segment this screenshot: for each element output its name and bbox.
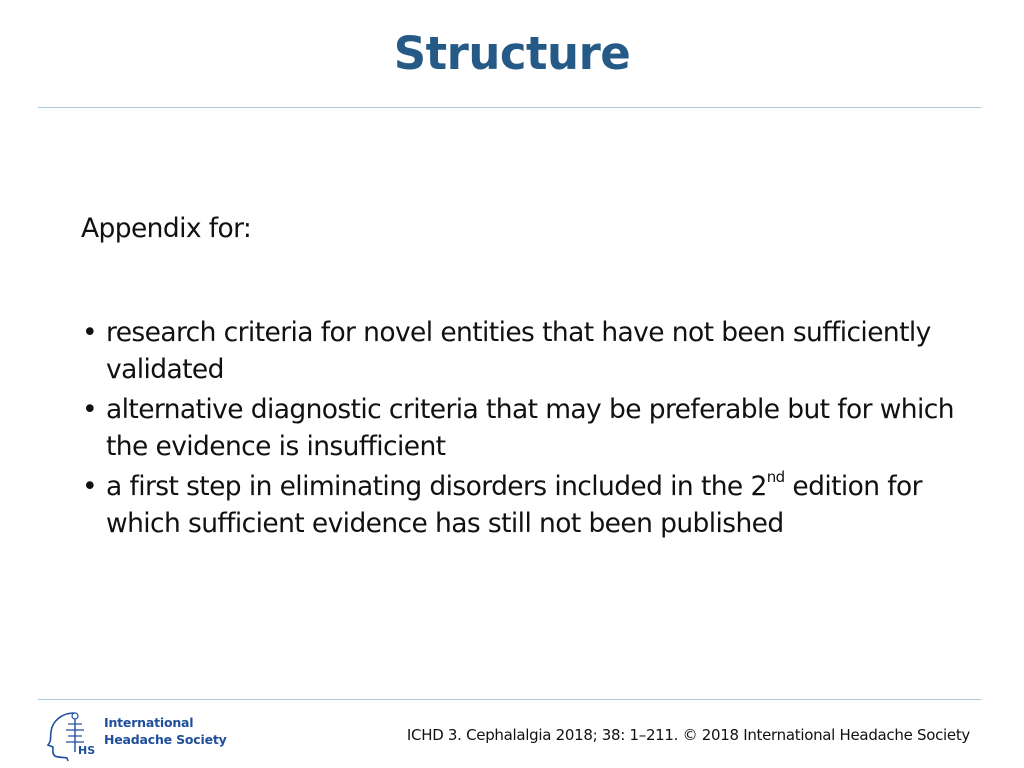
ordinal-superscript: nd [766,468,785,487]
logo-line-2: Headache Society [104,732,227,747]
bullet-text-end: edition for which sufficient evidence has still not been published [106,471,922,539]
ihs-head-logo-icon [44,710,98,762]
bullet-list [78,315,978,546]
bullet-item [78,315,978,388]
bullet-text-start: a first step in eliminating disorders included in the 2 [106,471,767,502]
bullet-text: alternative diagnostic criteria that may be preferable but for which the evidence is insufficient [106,394,954,462]
ihs-logo [44,710,227,762]
bullet-text [106,469,978,542]
bullet-icon: • [82,471,98,502]
bullet-text: research criteria for novel entities that have not been sufficiently validated [106,317,931,385]
logo-line-1: International [104,715,194,730]
title-divider [38,107,981,108]
bullet-icon: • [82,317,98,348]
bullet-icon: • [82,394,98,425]
citation: ICHD 3. Cephalalgia 2018; 38: 1–211. © 2018 International Headache Society [406,726,970,744]
appendix-label: Appendix for: [81,213,252,244]
footer-divider [38,699,981,700]
slide-title: Structure [393,27,631,80]
bullet-item [78,392,978,465]
logo-wordmark [104,714,227,748]
svg-text:HS: HS [78,744,96,757]
bullet-item [78,469,978,542]
